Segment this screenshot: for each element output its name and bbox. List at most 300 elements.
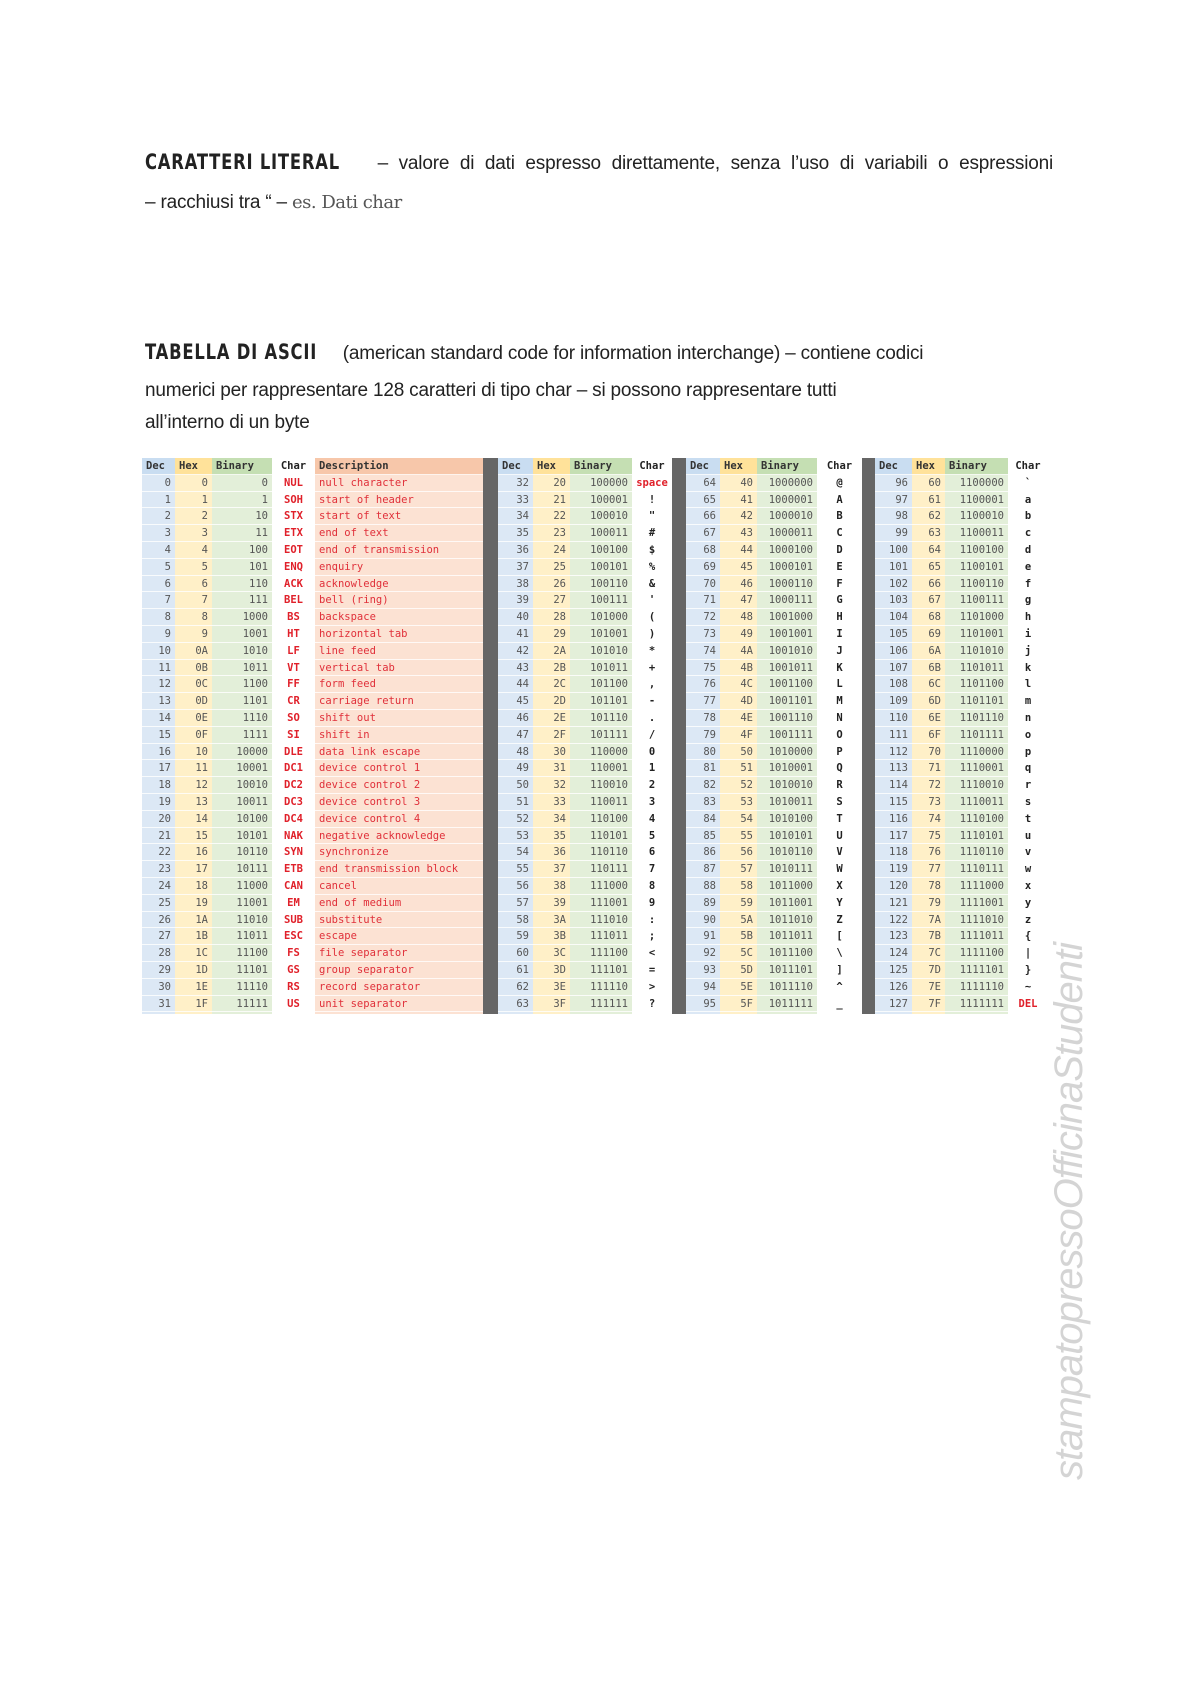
table-cell-char: e — [1008, 559, 1048, 576]
table-cell-hex: 33 — [533, 794, 570, 811]
table-cell-binary: 111010 — [570, 912, 632, 929]
table-cell-binary: 1110110 — [945, 844, 1008, 861]
table-cell-char: LF — [272, 643, 315, 660]
table-cell-dec: 102 — [875, 576, 912, 593]
table-cell-dec: 49 — [498, 760, 533, 777]
table-cell-binary: 11010 — [212, 912, 272, 929]
column-hex — [175, 458, 212, 1014]
table-cell-hex: 27 — [533, 592, 570, 609]
table-cell-char: [ — [817, 928, 862, 945]
table-cell-hex: 6C — [912, 676, 945, 693]
table-cell-char: f — [1008, 576, 1048, 593]
table-cell-char: ACK — [272, 576, 315, 593]
table-cell-dec: 105 — [875, 626, 912, 643]
column-binary — [945, 458, 1008, 1014]
table-cell-hex: 6B — [912, 660, 945, 677]
literal-heading: CARATTERI LITERAL — [145, 150, 340, 174]
table-cell-char: SYN — [272, 844, 315, 861]
column-header: Description — [315, 458, 483, 475]
table-cell-binary: 111011 — [570, 928, 632, 945]
table-cell-hex: 38 — [533, 878, 570, 895]
table-cell-dec: 46 — [498, 710, 533, 727]
table-cell-binary: 1001101 — [757, 693, 817, 710]
table-cell-char: " — [632, 508, 672, 525]
table-cell-char: - — [632, 693, 672, 710]
table-cell-binary: 1000 — [212, 609, 272, 626]
table-cell-dec: 55 — [498, 861, 533, 878]
literal-paragraph-line-1 — [145, 150, 1053, 175]
table-cell-dec: 71 — [686, 592, 720, 609]
table-cell-hex: 7F — [912, 996, 945, 1013]
table-cell-description: end transmission block — [315, 861, 483, 878]
table-cell-hex: 65 — [912, 559, 945, 576]
table-cell-description: start of header — [315, 492, 483, 509]
table-cell-binary: 11101 — [212, 962, 272, 979]
column-hex — [533, 458, 570, 1014]
table-cell-char: q — [1008, 760, 1048, 777]
table-cell-hex: 24 — [533, 542, 570, 559]
table-cell-dec: 88 — [686, 878, 720, 895]
table-cell-binary: 111110 — [570, 979, 632, 996]
table-cell-binary: 110 — [212, 576, 272, 593]
table-cell-binary: 110000 — [570, 744, 632, 761]
table-cell-description: data link escape — [315, 744, 483, 761]
table-cell-dec: 64 — [686, 475, 720, 492]
table-cell-hex: 2D — [533, 693, 570, 710]
table-cell-binary: 1100111 — [945, 592, 1008, 609]
table-cell-description: synchronize — [315, 844, 483, 861]
column-dec — [498, 458, 533, 1014]
ascii-paragraph-line-1 — [145, 340, 923, 365]
table-cell-binary: 10001 — [212, 760, 272, 777]
table-cell-binary: 1101110 — [945, 710, 1008, 727]
table-cell-hex: 14 — [175, 811, 212, 828]
column-header: Char — [272, 458, 315, 475]
table-cell-hex: 49 — [720, 626, 757, 643]
table-cell-char: E — [817, 559, 862, 576]
table-cell-char: N — [817, 710, 862, 727]
table-cell-binary: 1111 — [212, 727, 272, 744]
table-cell-dec: 75 — [686, 660, 720, 677]
table-cell-dec: 84 — [686, 811, 720, 828]
table-cell-binary: 1101 — [212, 693, 272, 710]
table-cell-char: space — [632, 475, 672, 492]
table-cell-binary: 1111111 — [945, 996, 1008, 1013]
table-cell-binary: 1010010 — [757, 777, 817, 794]
table-cell-binary: 100011 — [570, 525, 632, 542]
table-cell-binary: 1011001 — [757, 895, 817, 912]
table-cell-char: \ — [817, 945, 862, 962]
table-cell-hex: 4F — [720, 727, 757, 744]
table-cell-char: X — [817, 878, 862, 895]
table-cell-binary: 1101011 — [945, 660, 1008, 677]
table-cell-hex: 30 — [533, 744, 570, 761]
table-cell-char: c — [1008, 525, 1048, 542]
table-cell-hex: 37 — [533, 861, 570, 878]
table-cell-hex: 79 — [912, 895, 945, 912]
table-cell-dec: 107 — [875, 660, 912, 677]
table-cell-hex: 3 — [175, 525, 212, 542]
table-cell-hex: 0A — [175, 643, 212, 660]
table-cell-binary: 1001010 — [757, 643, 817, 660]
table-cell-binary: 1000010 — [757, 508, 817, 525]
table-cell-binary: 111111 — [570, 996, 632, 1013]
table-cell-char: i — [1008, 626, 1048, 643]
table-cell-char: & — [632, 576, 672, 593]
table-cell-hex: 25 — [533, 559, 570, 576]
table-cell-binary: 1010110 — [757, 844, 817, 861]
table-cell-hex: 3D — [533, 962, 570, 979]
table-cell-binary: 101010 — [570, 643, 632, 660]
table-cell-char: ] — [817, 962, 862, 979]
table-cell-binary: 100100 — [570, 542, 632, 559]
table-cell-char: W — [817, 861, 862, 878]
table-cell-hex: 47 — [720, 592, 757, 609]
table-cell-dec: 73 — [686, 626, 720, 643]
table-cell-hex: 36 — [533, 844, 570, 861]
table-cell-hex: 5E — [720, 979, 757, 996]
table-cell-char: SOH — [272, 492, 315, 509]
table-cell-binary: 1000111 — [757, 592, 817, 609]
table-cell-char: CAN — [272, 878, 315, 895]
table-cell-dec: 56 — [498, 878, 533, 895]
table-cell-char: FF — [272, 676, 315, 693]
table-cell-dec: 26 — [142, 912, 175, 929]
table-cell-hex: 13 — [175, 794, 212, 811]
table-cell-dec: 122 — [875, 912, 912, 929]
table-cell-char: DC2 — [272, 777, 315, 794]
table-cell-dec: 10 — [142, 643, 175, 660]
table-cell-dec: 54 — [498, 844, 533, 861]
table-cell-char: A — [817, 492, 862, 509]
table-cell-hex: 16 — [175, 844, 212, 861]
table-cell-dec: 106 — [875, 643, 912, 660]
table-cell-dec: 112 — [875, 744, 912, 761]
table-cell-dec: 65 — [686, 492, 720, 509]
table-cell-hex: 2 — [175, 508, 212, 525]
table-cell-description: end of text — [315, 525, 483, 542]
table-cell-binary: 1111011 — [945, 928, 1008, 945]
table-cell-dec: 31 — [142, 996, 175, 1013]
table-cell-char: EM — [272, 895, 315, 912]
table-cell-description: vertical tab — [315, 660, 483, 677]
table-cell-hex: 2B — [533, 660, 570, 677]
table-cell-description: file separator — [315, 945, 483, 962]
table-cell-char: ! — [632, 492, 672, 509]
table-cell-hex: 71 — [912, 760, 945, 777]
table-cell-description: group separator — [315, 962, 483, 979]
table-cell-hex: 60 — [912, 475, 945, 492]
table-cell-dec: 28 — [142, 945, 175, 962]
table-cell-binary: 110101 — [570, 828, 632, 845]
table-cell-char: NUL — [272, 475, 315, 492]
table-cell-dec: 119 — [875, 861, 912, 878]
table-cell-dec: 16 — [142, 744, 175, 761]
table-cell-dec: 47 — [498, 727, 533, 744]
table-cell-hex: 52 — [720, 777, 757, 794]
column-header: Dec — [142, 458, 175, 475]
table-cell-char: K — [817, 660, 862, 677]
table-cell-dec: 77 — [686, 693, 720, 710]
table-cell-hex: 59 — [720, 895, 757, 912]
table-cell-binary: 111100 — [570, 945, 632, 962]
table-cell-hex: 3E — [533, 979, 570, 996]
table-cell-binary: 101011 — [570, 660, 632, 677]
table-cell-char: / — [632, 727, 672, 744]
table-cell-hex: 75 — [912, 828, 945, 845]
literal-text: – valore di dati espresso direttamente, senza l’uso di variabili o espressioni — [377, 153, 1053, 174]
table-cell-binary: 1110011 — [945, 794, 1008, 811]
table-cell-dec: 18 — [142, 777, 175, 794]
table-cell-dec: 33 — [498, 492, 533, 509]
table-cell-dec: 80 — [686, 744, 720, 761]
table-cell-char: o — [1008, 727, 1048, 744]
table-cell-description: shift in — [315, 727, 483, 744]
table-cell-binary: 1010011 — [757, 794, 817, 811]
table-cell-binary: 101101 — [570, 693, 632, 710]
table-cell-binary: 1101001 — [945, 626, 1008, 643]
table-cell-char: ^ — [817, 979, 862, 996]
table-cell-binary: 100 — [212, 542, 272, 559]
table-cell-binary: 111 — [212, 592, 272, 609]
table-cell-dec: 45 — [498, 693, 533, 710]
table-cell-char: GS — [272, 962, 315, 979]
table-cell-char: j — [1008, 643, 1048, 660]
table-cell-char: z — [1008, 912, 1048, 929]
table-cell-dec: 20 — [142, 811, 175, 828]
table-cell-binary: 1110001 — [945, 760, 1008, 777]
table-cell-binary: 1100100 — [945, 542, 1008, 559]
table-cell-hex: 50 — [720, 744, 757, 761]
table-cell-hex: 19 — [175, 895, 212, 912]
table-cell-dec: 14 — [142, 710, 175, 727]
table-cell-hex: 2F — [533, 727, 570, 744]
table-cell-dec: 2 — [142, 508, 175, 525]
table-cell-dec: 123 — [875, 928, 912, 945]
table-cell-hex: 1A — [175, 912, 212, 929]
table-cell-dec: 13 — [142, 693, 175, 710]
table-cell-hex: 43 — [720, 525, 757, 542]
ascii-heading: TABELLA DI ASCII — [145, 340, 318, 364]
table-cell-binary: 100111 — [570, 592, 632, 609]
table-cell-char: DLE — [272, 744, 315, 761]
table-cell-binary: 1010 — [212, 643, 272, 660]
table-cell-description: enquiry — [315, 559, 483, 576]
table-cell-dec: 32 — [498, 475, 533, 492]
table-cell-dec: 21 — [142, 828, 175, 845]
column-description — [315, 458, 483, 1014]
table-cell-binary: 11011 — [212, 928, 272, 945]
table-cell-dec: 42 — [498, 643, 533, 660]
table-cell-binary: 1100 — [212, 676, 272, 693]
table-cell-binary: 100101 — [570, 559, 632, 576]
table-cell-dec: 98 — [875, 508, 912, 525]
table-cell-char: r — [1008, 777, 1048, 794]
table-cell-dec: 39 — [498, 592, 533, 609]
table-cell-char: b — [1008, 508, 1048, 525]
table-cell-dec: 125 — [875, 962, 912, 979]
table-cell-binary: 10111 — [212, 861, 272, 878]
table-cell-hex: 45 — [720, 559, 757, 576]
table-cell-dec: 108 — [875, 676, 912, 693]
table-cell-hex: 32 — [533, 777, 570, 794]
table-cell-dec: 79 — [686, 727, 720, 744]
table-cell-dec: 30 — [142, 979, 175, 996]
table-cell-hex: 4 — [175, 542, 212, 559]
table-cell-hex: 4C — [720, 676, 757, 693]
table-cell-binary: 1101000 — [945, 609, 1008, 626]
table-cell-char: ETB — [272, 861, 315, 878]
table-cell-dec: 6 — [142, 576, 175, 593]
table-cell-binary: 1111010 — [945, 912, 1008, 929]
table-cell-char: # — [632, 525, 672, 542]
table-cell-dec: 113 — [875, 760, 912, 777]
table-cell-description: end of medium — [315, 895, 483, 912]
table-cell-binary: 1010100 — [757, 811, 817, 828]
table-cell-char: G — [817, 592, 862, 609]
table-cell-binary: 1111000 — [945, 878, 1008, 895]
table-cell-hex: 23 — [533, 525, 570, 542]
table-cell-binary: 1010111 — [757, 861, 817, 878]
table-cell-char: ETX — [272, 525, 315, 542]
table-cell-hex: 1F — [175, 996, 212, 1013]
table-cell-dec: 120 — [875, 878, 912, 895]
column-hex — [912, 458, 945, 1014]
table-cell-dec: 103 — [875, 592, 912, 609]
table-cell-hex: 1B — [175, 928, 212, 945]
table-cell-char: k — [1008, 660, 1048, 677]
table-cell-dec: 96 — [875, 475, 912, 492]
table-cell-binary: 1000000 — [757, 475, 817, 492]
table-cell-char: V — [817, 844, 862, 861]
table-cell-hex: 48 — [720, 609, 757, 626]
table-cell-hex: 0C — [175, 676, 212, 693]
table-cell-hex: 26 — [533, 576, 570, 593]
table-cell-dec: 93 — [686, 962, 720, 979]
table-cell-hex: 21 — [533, 492, 570, 509]
table-cell-char: 2 — [632, 777, 672, 794]
table-cell-binary: 111101 — [570, 962, 632, 979]
table-cell-binary: 1110000 — [945, 744, 1008, 761]
table-cell-dec: 37 — [498, 559, 533, 576]
column-binary — [570, 458, 632, 1014]
table-cell-hex: 2E — [533, 710, 570, 727]
column-header: Hex — [533, 458, 570, 475]
table-cell-binary: 1100001 — [945, 492, 1008, 509]
table-cell-hex: 61 — [912, 492, 945, 509]
column-hex — [720, 458, 757, 1014]
table-cell-hex: 53 — [720, 794, 757, 811]
table-cell-binary: 1101100 — [945, 676, 1008, 693]
table-cell-dec: 67 — [686, 525, 720, 542]
table-cell-binary: 1100000 — [945, 475, 1008, 492]
table-cell-hex: 5 — [175, 559, 212, 576]
table-cell-description: end of transmission — [315, 542, 483, 559]
table-cell-char: ` — [1008, 475, 1048, 492]
table-cell-description: device control 4 — [315, 811, 483, 828]
column-header: Dec — [686, 458, 720, 475]
table-cell-dec: 104 — [875, 609, 912, 626]
table-cell-char: % — [632, 559, 672, 576]
table-cell-hex: 67 — [912, 592, 945, 609]
table-cell-hex: 6 — [175, 576, 212, 593]
table-cell-hex: 74 — [912, 811, 945, 828]
table-cell-hex: 6F — [912, 727, 945, 744]
table-cell-hex: 76 — [912, 844, 945, 861]
table-cell-hex: 0B — [175, 660, 212, 677]
table-cell-binary: 10000 — [212, 744, 272, 761]
table-cell-binary: 101100 — [570, 676, 632, 693]
table-cell-binary: 1011100 — [757, 945, 817, 962]
table-cell-char: t — [1008, 811, 1048, 828]
table-cell-hex: 58 — [720, 878, 757, 895]
table-cell-hex: 1D — [175, 962, 212, 979]
table-cell-binary: 111001 — [570, 895, 632, 912]
table-cell-hex: 35 — [533, 828, 570, 845]
table-cell-binary: 1000110 — [757, 576, 817, 593]
table-cell-binary: 100110 — [570, 576, 632, 593]
table-cell-hex: 39 — [533, 895, 570, 912]
table-cell-char: } — [1008, 962, 1048, 979]
table-cell-binary: 1001000 — [757, 609, 817, 626]
table-cell-dec: 85 — [686, 828, 720, 845]
table-cell-hex: 29 — [533, 626, 570, 643]
table-cell-char: w — [1008, 861, 1048, 878]
table-cell-binary: 10110 — [212, 844, 272, 861]
table-cell-binary: 1000001 — [757, 492, 817, 509]
table-cell-char: 1 — [632, 760, 672, 777]
table-cell-char: S — [817, 794, 862, 811]
table-cell-char: B — [817, 508, 862, 525]
watermark: stampatopressoOfficinaStudenti — [1047, 943, 1091, 1480]
table-cell-char: 3 — [632, 794, 672, 811]
ascii-text-1: (american standard code for information interchange) – contiene codici — [342, 343, 924, 364]
block-separator — [672, 458, 686, 1014]
table-cell-char: T — [817, 811, 862, 828]
table-cell-binary: 1011110 — [757, 979, 817, 996]
table-cell-binary: 1010101 — [757, 828, 817, 845]
table-cell-dec: 22 — [142, 844, 175, 861]
table-cell-binary: 100001 — [570, 492, 632, 509]
table-cell-char: , — [632, 676, 672, 693]
table-cell-char: ) — [632, 626, 672, 643]
table-cell-hex: 62 — [912, 508, 945, 525]
table-cell-dec: 15 — [142, 727, 175, 744]
table-cell-dec: 124 — [875, 945, 912, 962]
table-cell-dec: 34 — [498, 508, 533, 525]
column-header: Dec — [875, 458, 912, 475]
table-cell-char: 6 — [632, 844, 672, 861]
table-cell-dec: 1 — [142, 492, 175, 509]
table-cell-hex: 10 — [175, 744, 212, 761]
table-cell-hex: 0E — [175, 710, 212, 727]
table-cell-dec: 78 — [686, 710, 720, 727]
table-cell-hex: 7E — [912, 979, 945, 996]
table-cell-hex: 4D — [720, 693, 757, 710]
table-cell-hex: 5B — [720, 928, 757, 945]
column-dec — [142, 458, 175, 1014]
table-cell-hex: 9 — [175, 626, 212, 643]
table-cell-binary: 101 — [212, 559, 272, 576]
table-cell-binary: 1101101 — [945, 693, 1008, 710]
table-cell-binary: 1011 — [212, 660, 272, 677]
table-cell-dec: 90 — [686, 912, 720, 929]
table-cell-dec: 57 — [498, 895, 533, 912]
table-cell-char: C — [817, 525, 862, 542]
table-cell-dec: 101 — [875, 559, 912, 576]
column-header: Binary — [570, 458, 632, 475]
table-cell-char: R — [817, 777, 862, 794]
